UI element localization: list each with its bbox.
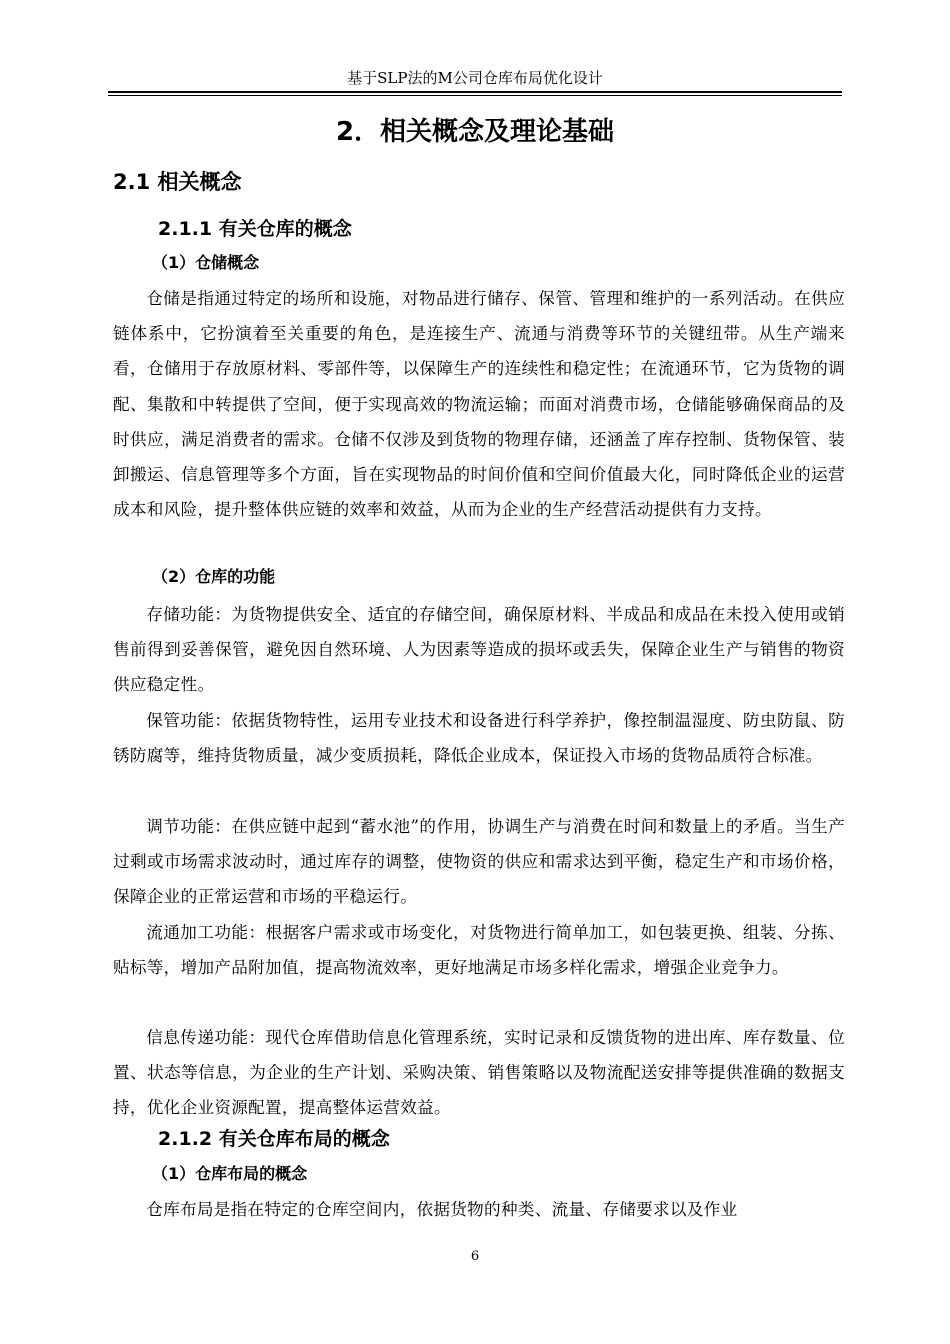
paragraph-storage-function: 存储功能：为货物提供安全、适宜的存储空间，确保原材料、半成品和成品在未投入使用或销售前得到妥善保管，避免因自然环境、人为因素等造成的损坏或丢失，保障企业生产与销售的物资供应稳定性。	[113, 605, 845, 695]
paragraph-information-function: 信息传递功能：现代仓库借助信息化管理系统，实时记录和反馈货物的进出库、库存数量、位置、状态等信息，为企业的生产计划、采购决策、销售策略以及物流配送安排等提供准确的数据支持，优化企业资源配置，提高整体运营效益。	[113, 1028, 845, 1118]
section-heading-2-1: 2.1 相关概念	[113, 170, 242, 194]
paragraph-regulation-function: 调节功能：在供应链中起到“蓄水池”的作用，协调生产与消费在时间和数量上的矛盾。当生产过剩或市场需求波动时，通过库存的调整，使物资的供应和需求达到平衡，稳定生产和市场价格，保障企业的正常运营和市场的平稳运行。	[113, 817, 845, 907]
paragraph-processing-function: 流通加工功能：根据客户需求或市场变化，对货物进行简单加工，如包装更换、组装、分拣、贴标等，增加产品附加值，提高物流效率，更好地满足市场多样化需求，增强企业竞争力。	[113, 923, 845, 978]
section-heading-2-1-2: 2.1.2 有关仓库布局的概念	[158, 1128, 390, 1150]
section-heading-2-1-1: 2.1.1 有关仓库的概念	[158, 218, 352, 240]
header-rule-thin	[108, 95, 842, 96]
subheading-storage-concept: （1）仓储概念	[152, 253, 260, 272]
chapter-title: 2．相关概念及理论基础	[335, 117, 615, 147]
page-number: 6	[470, 1249, 480, 1264]
running-header: 基于SLP法的M公司仓库布局优化设计	[347, 69, 603, 87]
paragraph-custody-function: 保管功能：依据货物特性，运用专业技术和设备进行科学养护，像控制温湿度、防虫防鼠、防锈防腐等，维持货物质量，减少变质损耗，降低企业成本，保证投入市场的货物品质符合标准。	[113, 711, 845, 766]
subheading-warehouse-functions: （2）仓库的功能	[152, 567, 276, 586]
header-rule-thick	[108, 91, 842, 93]
paragraph-layout-concept: 仓库布局是指在特定的仓库空间内，依据货物的种类、流量、存储要求以及作业	[146, 1200, 738, 1219]
paragraph-storage-concept: 仓储是指通过特定的场所和设施，对物品进行储存、保管、管理和维护的一系列活动。在供应链体系中，它扮演着至关重要的角色，是连接生产、流通与消费等环节的关键纽带。从生产端来看，仓储用于存放原材料、零部件等，以保障生产的连续性和稳定性；在流通环节，它为货物的调配、集散和中转提供了空间，便于实现高效的物流运输；而面对消费市场，仓储能够确保商品的及时供应，满足消费者的需求。仓储不仅涉及到货物的物理存储，还涵盖了库存控制、货物保管、装卸搬运、信息管理等多个方面，旨在实现物品的时间价值和空间价值最大化，同时降低企业的运营成本和风险，提升整体供应链的效率和效益，从而为企业的生产经营活动提供有力支持。	[113, 289, 845, 520]
subheading-layout-concept: （1）仓库布局的概念	[152, 1164, 308, 1183]
